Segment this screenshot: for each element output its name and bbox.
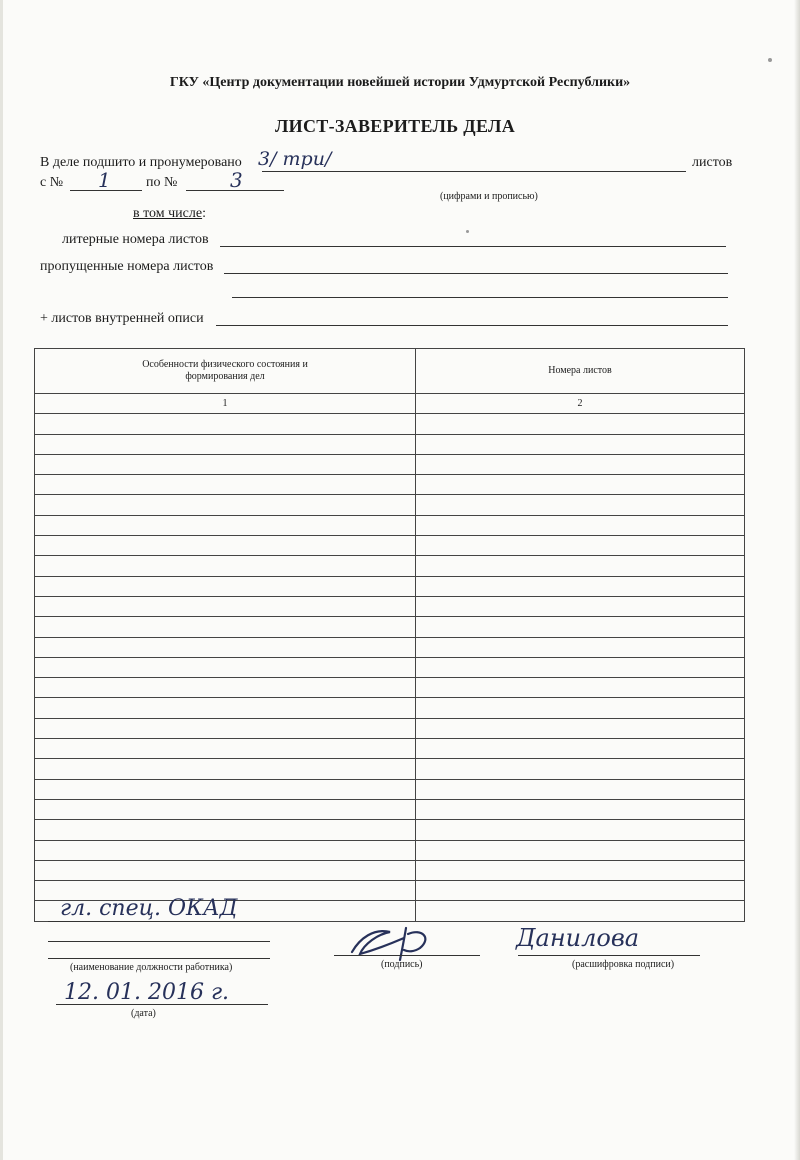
table-cell (416, 698, 745, 718)
table-cell (416, 901, 745, 921)
missing-sheets-label: пропущенные номера листов (40, 259, 214, 274)
table-cell (416, 799, 745, 819)
table-row (35, 779, 745, 799)
table-cell (416, 779, 745, 799)
table-row (35, 617, 745, 637)
table-row (35, 596, 745, 616)
table-row (35, 515, 745, 535)
table-cell (416, 475, 745, 495)
name-caption: (расшифровка подписи) (572, 959, 675, 970)
table-row (35, 434, 745, 454)
table-cell (416, 434, 745, 454)
scan-right-edge (794, 0, 800, 1160)
table-cell (416, 881, 745, 901)
table-cell (35, 434, 416, 454)
table-cell (35, 414, 416, 434)
inner-inventory-line (216, 325, 728, 326)
sheets-hint: (цифрами и прописью) (440, 191, 538, 202)
table-cell (35, 678, 416, 698)
table-cell (35, 576, 416, 596)
table-cell (35, 637, 416, 657)
signature-line (334, 955, 480, 956)
sheets-suffix-label: листов (692, 155, 733, 170)
table-row (35, 576, 745, 596)
position-line-3 (48, 958, 270, 959)
missing-sheets-line-2 (232, 297, 728, 298)
table-col-number-2: 2 (416, 394, 745, 414)
table-cell (35, 617, 416, 637)
scan-left-edge (0, 0, 3, 1160)
table-cell (416, 718, 745, 738)
missing-sheets-line (224, 273, 728, 274)
position-line (48, 921, 270, 922)
sheets-count-handwritten: 3/ три/ (258, 148, 332, 170)
table-cell (416, 596, 745, 616)
table-cell (35, 779, 416, 799)
table-cell (35, 495, 416, 515)
table-row (35, 739, 745, 759)
table-header-sheet-numbers: Номера листов (416, 349, 745, 394)
table-header-condition: Особенности физического состояния и формирования дел (35, 349, 416, 394)
table-cell (416, 515, 745, 535)
date-line (56, 1004, 268, 1005)
name-line (518, 955, 700, 956)
table-cell (35, 454, 416, 474)
table-row (35, 495, 745, 515)
table-cell (416, 759, 745, 779)
table-cell (416, 657, 745, 677)
table-cell (416, 536, 745, 556)
table-row (35, 637, 745, 657)
table-cell (35, 536, 416, 556)
to-number-handwritten: 3 (230, 168, 243, 192)
table-cell (35, 515, 416, 535)
table-row (35, 536, 745, 556)
table-cell (35, 698, 416, 718)
table-row (35, 556, 745, 576)
signature-mark (334, 920, 484, 964)
table-cell (416, 637, 745, 657)
inner-inventory-label: + листов внутренней описи (40, 311, 204, 326)
document-title: ЛИСТ-ЗАВЕРИТЕЛЬ ДЕЛА (274, 116, 516, 136)
position-caption: (наименование должности работника) (70, 962, 233, 973)
sheets-count-label: В деле подшито и пронумеровано (40, 155, 242, 170)
table-cell (35, 556, 416, 576)
table-cell (416, 556, 745, 576)
table-row (35, 840, 745, 860)
table-cell (35, 759, 416, 779)
table-row (35, 454, 745, 474)
table-row (35, 678, 745, 698)
lettered-sheets-label: литерные номера листов (62, 232, 209, 247)
table-row (35, 799, 745, 819)
to-number-label: по № (146, 175, 178, 190)
table-cell (416, 739, 745, 759)
table-cell (35, 718, 416, 738)
table-cell (416, 860, 745, 880)
organization-name: ГКУ «Центр документации новейшей истории Удмуртской Республики» (169, 75, 631, 90)
date-caption: (дата) (131, 1008, 156, 1019)
date-handwritten: 12. 01. 2016 г. (64, 980, 230, 1005)
table-row (35, 820, 745, 840)
table-cell (416, 576, 745, 596)
table-row (35, 759, 745, 779)
table-cell (35, 596, 416, 616)
table-cell (35, 657, 416, 677)
table-cell (35, 739, 416, 759)
table-cell (416, 678, 745, 698)
table-cell (416, 820, 745, 840)
position-handwritten: гл. спец. ОКАД (60, 896, 238, 921)
table-row (35, 475, 745, 495)
table-cell (35, 860, 416, 880)
from-number-handwritten: 1 (98, 168, 111, 192)
table-row (35, 657, 745, 677)
table-number-row (35, 394, 745, 414)
position-line-2 (48, 941, 270, 942)
table-cell (35, 840, 416, 860)
signature-caption: (подпись) (381, 959, 423, 970)
table-cell (416, 414, 745, 434)
table-row (35, 414, 745, 434)
name-handwritten: Данилова (516, 924, 640, 952)
sheets-count-line (262, 171, 686, 172)
table-header-row (35, 349, 745, 394)
table-cell (416, 840, 745, 860)
table-row (35, 698, 745, 718)
lettered-sheets-line (220, 246, 726, 247)
table-cell (416, 454, 745, 474)
table-cell (416, 495, 745, 515)
from-number-label: с № (40, 175, 64, 190)
including-text: в том числе (133, 206, 203, 221)
condition-table (34, 348, 745, 922)
table-col-number-1: 1 (35, 394, 416, 414)
table-cell (35, 475, 416, 495)
table-cell (35, 820, 416, 840)
including-colon: : (202, 206, 206, 221)
table-cell (35, 799, 416, 819)
table-cell (416, 617, 745, 637)
scan-dot (466, 230, 469, 233)
including-label (133, 206, 206, 222)
table-row (35, 860, 745, 880)
scan-dot (768, 58, 772, 62)
table-row (35, 718, 745, 738)
